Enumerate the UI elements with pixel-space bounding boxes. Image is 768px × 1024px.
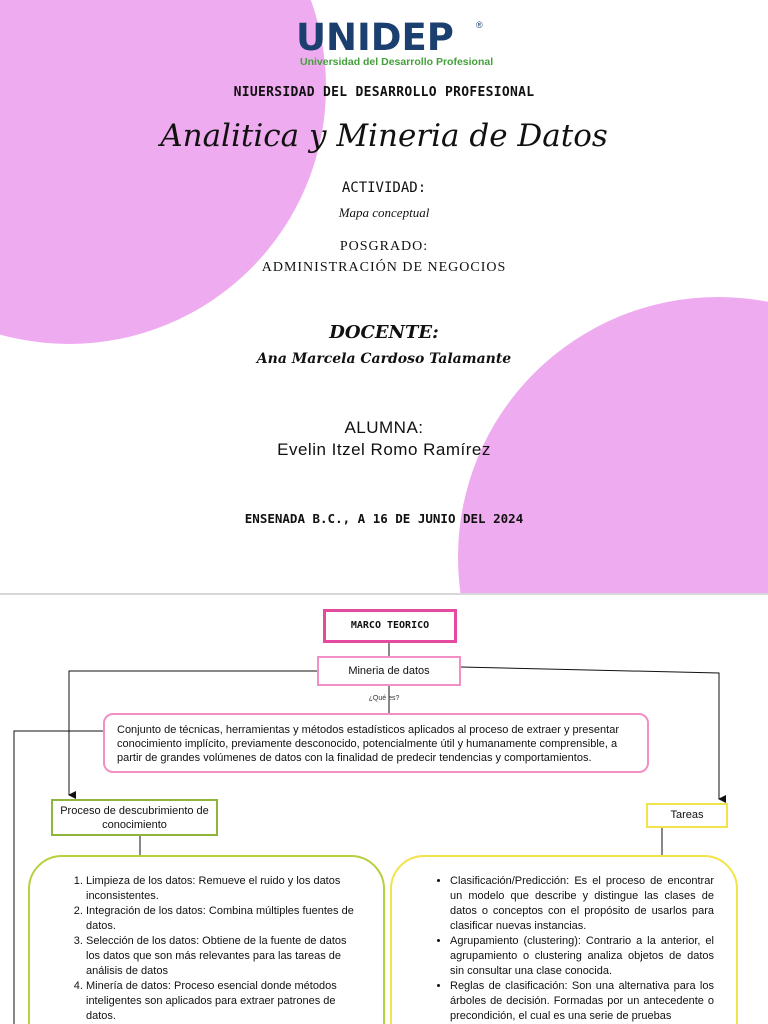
place-date: ENSENADA B.C., A 16 DE JUNIO DEL 2024 bbox=[244, 511, 524, 526]
proceso-box: Proceso de descubrimiento de conocimiento bbox=[51, 799, 218, 836]
teacher-label: DOCENTE: bbox=[329, 322, 439, 343]
program-label: POSGRADO: bbox=[339, 239, 429, 254]
list-item: 3. Selección de los datos: Obtiene de la fuente de datos los datos que son más relevantes para las tareas de análisis de datos bbox=[86, 934, 363, 979]
list-item: 2. Integración de los datos: Combina múltiples fuentes de datos. bbox=[86, 904, 363, 934]
logo-wordmark: UNIDEP bbox=[296, 16, 454, 59]
definition-box: Conjunto de técnicas, herramientas y métodos estadísticos aplicados al proceso de extraer y presentar conocimiento implícito, previamente desconocido, potencialmente útil y humanamente comprensible, a partir de grandes volúmenes de datos con la finalidad de predecir tendencias y comportamientos. bbox=[103, 713, 649, 773]
tareas-list-box bbox=[390, 855, 738, 1024]
question-label: ¿Qué es? bbox=[368, 695, 400, 702]
course-title: Analitica y Mineria de Datos bbox=[160, 118, 608, 154]
logo-subtitle: Universidad del Desarrollo Profesional bbox=[300, 56, 494, 68]
registered-mark: ® bbox=[476, 20, 483, 30]
student-name: Evelin Itzel Romo Ramírez bbox=[277, 440, 491, 459]
decorative-circle-left bbox=[0, 0, 326, 344]
tareas-box: Tareas bbox=[646, 803, 728, 828]
activity-value: Mapa conceptual bbox=[338, 205, 430, 220]
proceso-steps-box bbox=[28, 855, 385, 1024]
program-value: ADMINISTRACIÓN DE NEGOCIOS bbox=[261, 260, 507, 275]
list-item: 4. Minería de datos: Proceso esencial donde métodos inteligentes son aplicados para extraer patrones de datos. bbox=[86, 979, 363, 1024]
university-name: NIUERSIDAD DEL DESARROLLO PROFESIONAL bbox=[233, 85, 535, 100]
teacher-name: Ana Marcela Cardoso Talamante bbox=[256, 351, 512, 367]
student-label: ALUMNA: bbox=[344, 418, 424, 437]
list-item: • Clasificación/Predicción: Es el proceso de encontrar un modelo que describe y distingue las clases de datos o conceptos con el propósito de usarlos para clasificar nuevas instancias. bbox=[450, 874, 714, 934]
concept-map-page bbox=[0, 595, 768, 1024]
list-item: • Reglas de clasificación: Son una alternativa para los árboles de decisión. Formadas por un antecedente o precondición, el cual es una serie de pruebas bbox=[450, 979, 714, 1024]
proceso-steps-list bbox=[66, 874, 363, 1024]
marco-teorico-box: MARCO TEORICO bbox=[323, 609, 457, 643]
list-item: • Agrupamiento (clustering): Contrario a la anterior, el agrupamiento o clustering analiza objetos de datos sin consultar una clase conocida. bbox=[450, 934, 714, 979]
unidep-logo bbox=[296, 18, 496, 70]
activity-label: ACTIVIDAD: bbox=[341, 180, 427, 196]
list-item: 1. Limpieza de los datos: Remueve el ruido y los datos inconsistentes. bbox=[86, 874, 363, 904]
mineria-datos-box: Mineria de datos bbox=[317, 656, 461, 686]
tareas-list bbox=[428, 874, 714, 1024]
